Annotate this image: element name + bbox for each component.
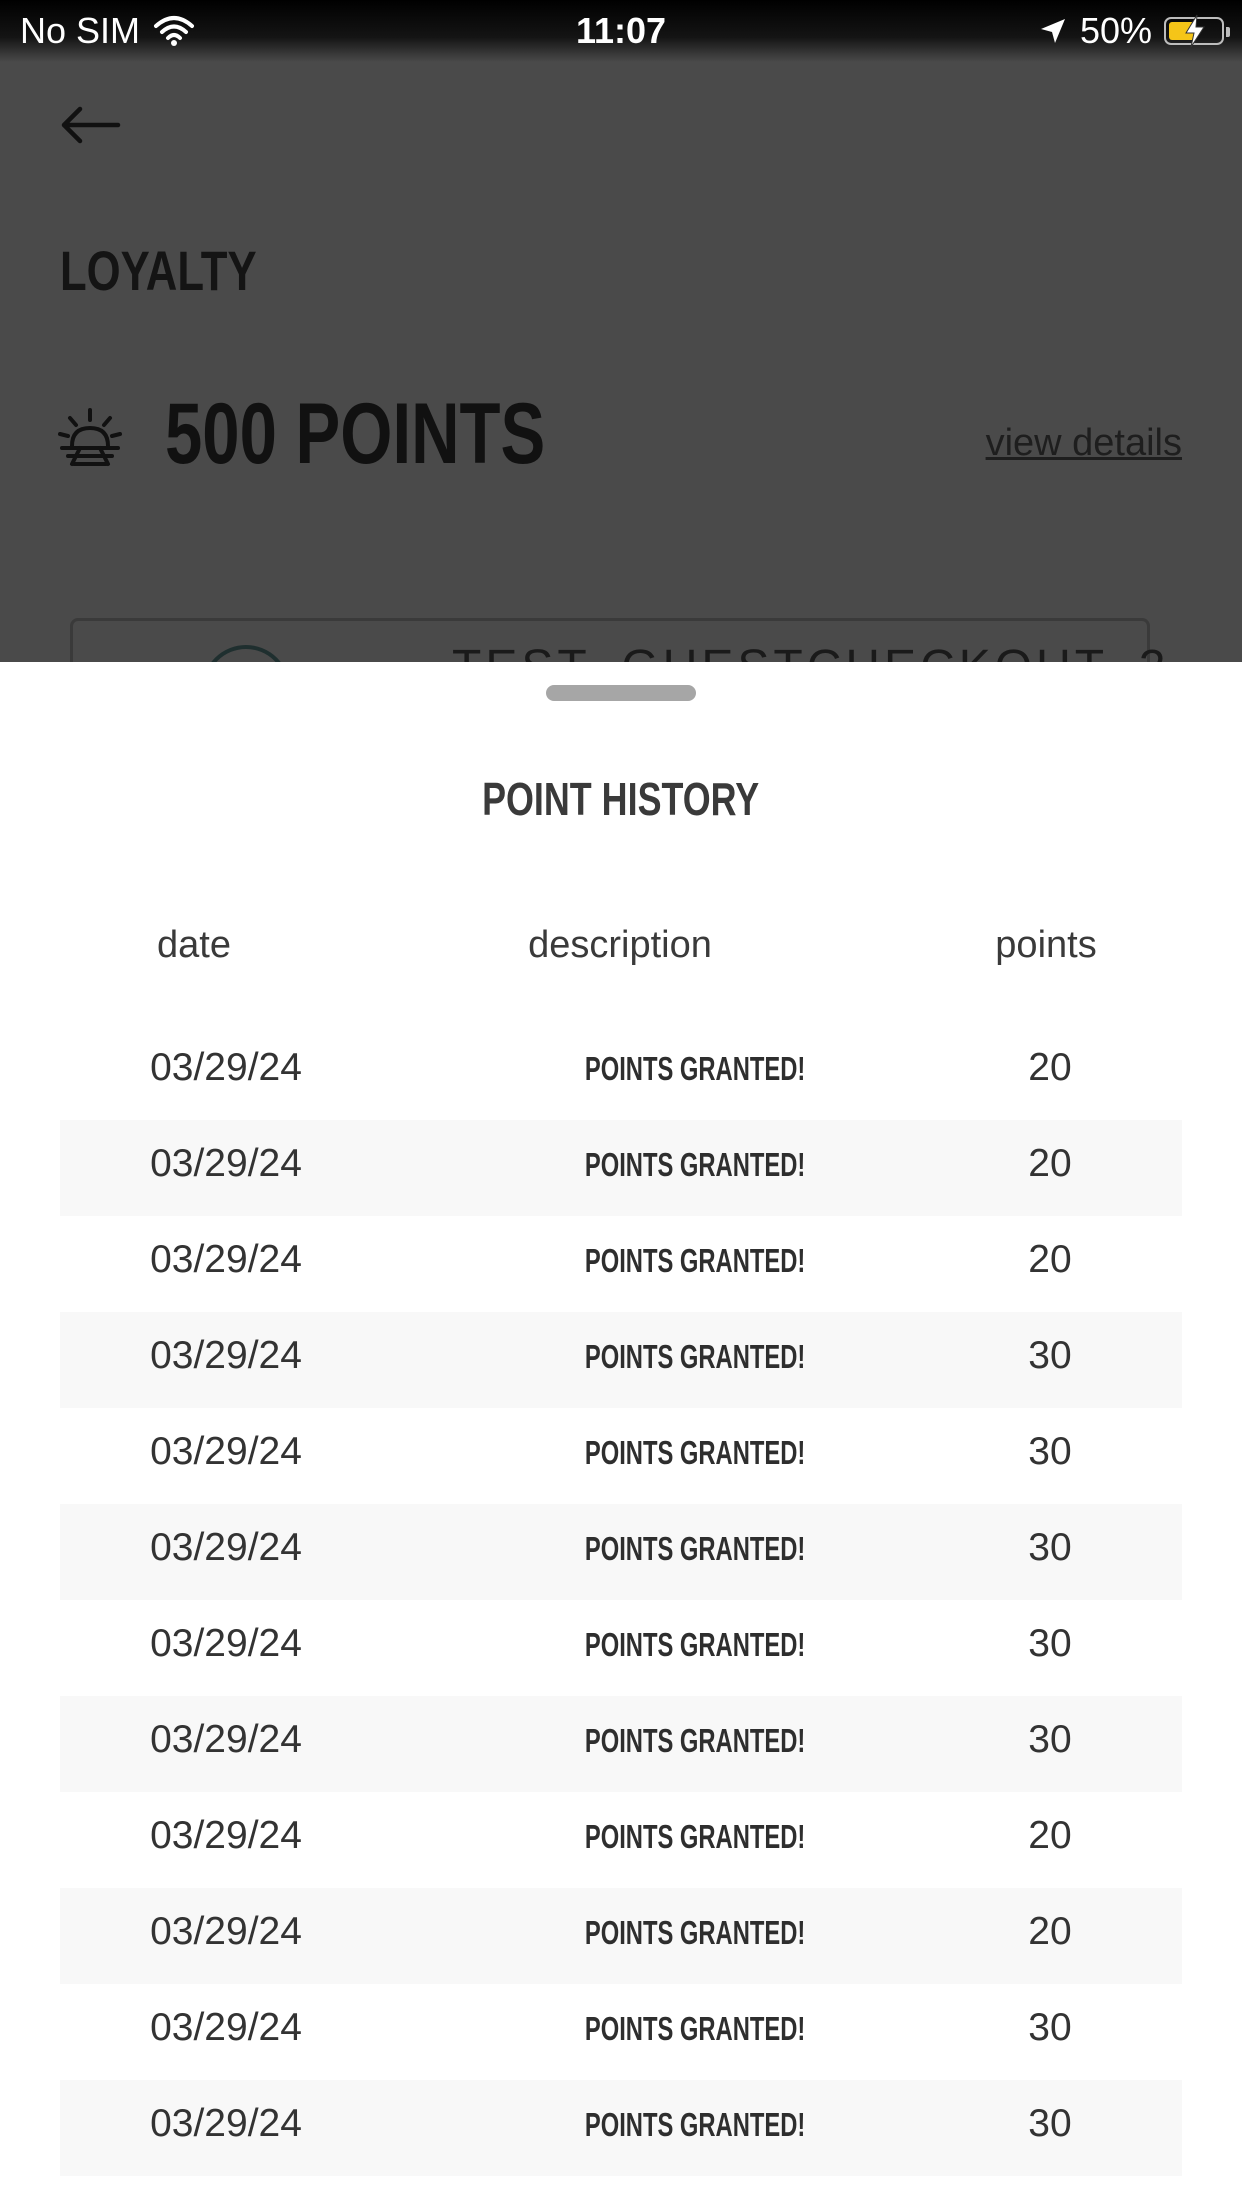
back-arrow-icon[interactable] <box>58 103 122 147</box>
row-date: 03/29/24 <box>150 1910 302 1953</box>
row-points: 30 <box>1028 2102 1072 2145</box>
row-date: 03/29/24 <box>150 1142 302 1185</box>
row-points: 30 <box>1028 1622 1072 1665</box>
row-date: 03/29/24 <box>150 1238 302 1281</box>
view-details-link[interactable]: view details <box>985 422 1182 464</box>
location-arrow-icon <box>1038 16 1068 46</box>
row-points: 30 <box>1028 1334 1072 1377</box>
row-points: 20 <box>1028 1142 1072 1185</box>
table-row <box>60 1504 1182 1600</box>
page-title: LOYALTY <box>60 239 257 302</box>
row-description: POINTS GRANTED! <box>584 1914 806 1951</box>
sheet-title <box>0 772 1242 826</box>
row-date: 03/29/24 <box>150 1046 302 1089</box>
table-row <box>60 1792 1182 1888</box>
row-points: 20 <box>1028 1238 1072 1281</box>
table-row <box>60 1120 1182 1216</box>
table-row <box>60 1696 1182 1792</box>
status-right <box>1038 10 1224 52</box>
column-header-description: description <box>528 924 712 966</box>
row-points: 30 <box>1028 2006 1072 2049</box>
history-table <box>60 1024 1182 2176</box>
table-row <box>60 1984 1182 2080</box>
rising-sun-icon <box>58 408 122 468</box>
battery-charging-icon <box>1164 17 1224 45</box>
row-description: POINTS GRANTED! <box>584 1338 806 1375</box>
column-header-date: date <box>157 924 231 966</box>
sheet-title-text: POINT HISTORY <box>482 773 760 825</box>
row-points: 20 <box>1028 1814 1072 1857</box>
row-date: 03/29/24 <box>150 1334 302 1377</box>
row-points: 30 <box>1028 1526 1072 1569</box>
row-description: POINTS GRANTED! <box>584 1530 806 1567</box>
table-row <box>60 1408 1182 1504</box>
row-points: 30 <box>1028 1718 1072 1761</box>
status-bar <box>0 0 1242 62</box>
row-description: POINTS GRANTED! <box>584 2010 806 2047</box>
table-row <box>60 1600 1182 1696</box>
row-date: 03/29/24 <box>150 1814 302 1857</box>
row-date: 03/29/24 <box>150 1622 302 1665</box>
row-date: 03/29/24 <box>150 1430 302 1473</box>
row-points: 20 <box>1028 1910 1072 1953</box>
table-row <box>60 1216 1182 1312</box>
row-points: 20 <box>1028 1046 1072 1089</box>
row-description: POINTS GRANTED! <box>584 1626 806 1663</box>
table-row <box>60 1888 1182 1984</box>
row-description: POINTS GRANTED! <box>584 1146 806 1183</box>
table-row <box>60 1024 1182 1120</box>
point-history-sheet <box>0 662 1242 2208</box>
battery-percent: 50% <box>1079 10 1152 51</box>
row-date: 03/29/24 <box>150 2102 302 2145</box>
table-row <box>60 2080 1182 2176</box>
row-date: 03/29/24 <box>150 1526 302 1569</box>
column-header-points: points <box>995 924 1097 966</box>
row-description: POINTS GRANTED! <box>584 1242 806 1279</box>
row-date: 03/29/24 <box>150 2006 302 2049</box>
sheet-drag-handle[interactable] <box>546 685 696 701</box>
background-page <box>0 0 1242 662</box>
row-date: 03/29/24 <box>150 1718 302 1761</box>
clock: 11:07 <box>575 10 667 51</box>
row-description: POINTS GRANTED! <box>584 2106 806 2143</box>
row-points: 30 <box>1028 1430 1072 1473</box>
row-description: POINTS GRANTED! <box>584 1722 806 1759</box>
table-header <box>0 924 1242 984</box>
row-description: POINTS GRANTED! <box>584 1050 806 1087</box>
row-description: POINTS GRANTED! <box>584 1434 806 1471</box>
row-description: POINTS GRANTED! <box>584 1818 806 1855</box>
carrier-label: No SIM <box>20 10 141 51</box>
points-total: 500 POINTS <box>165 386 546 482</box>
table-row <box>60 1312 1182 1408</box>
